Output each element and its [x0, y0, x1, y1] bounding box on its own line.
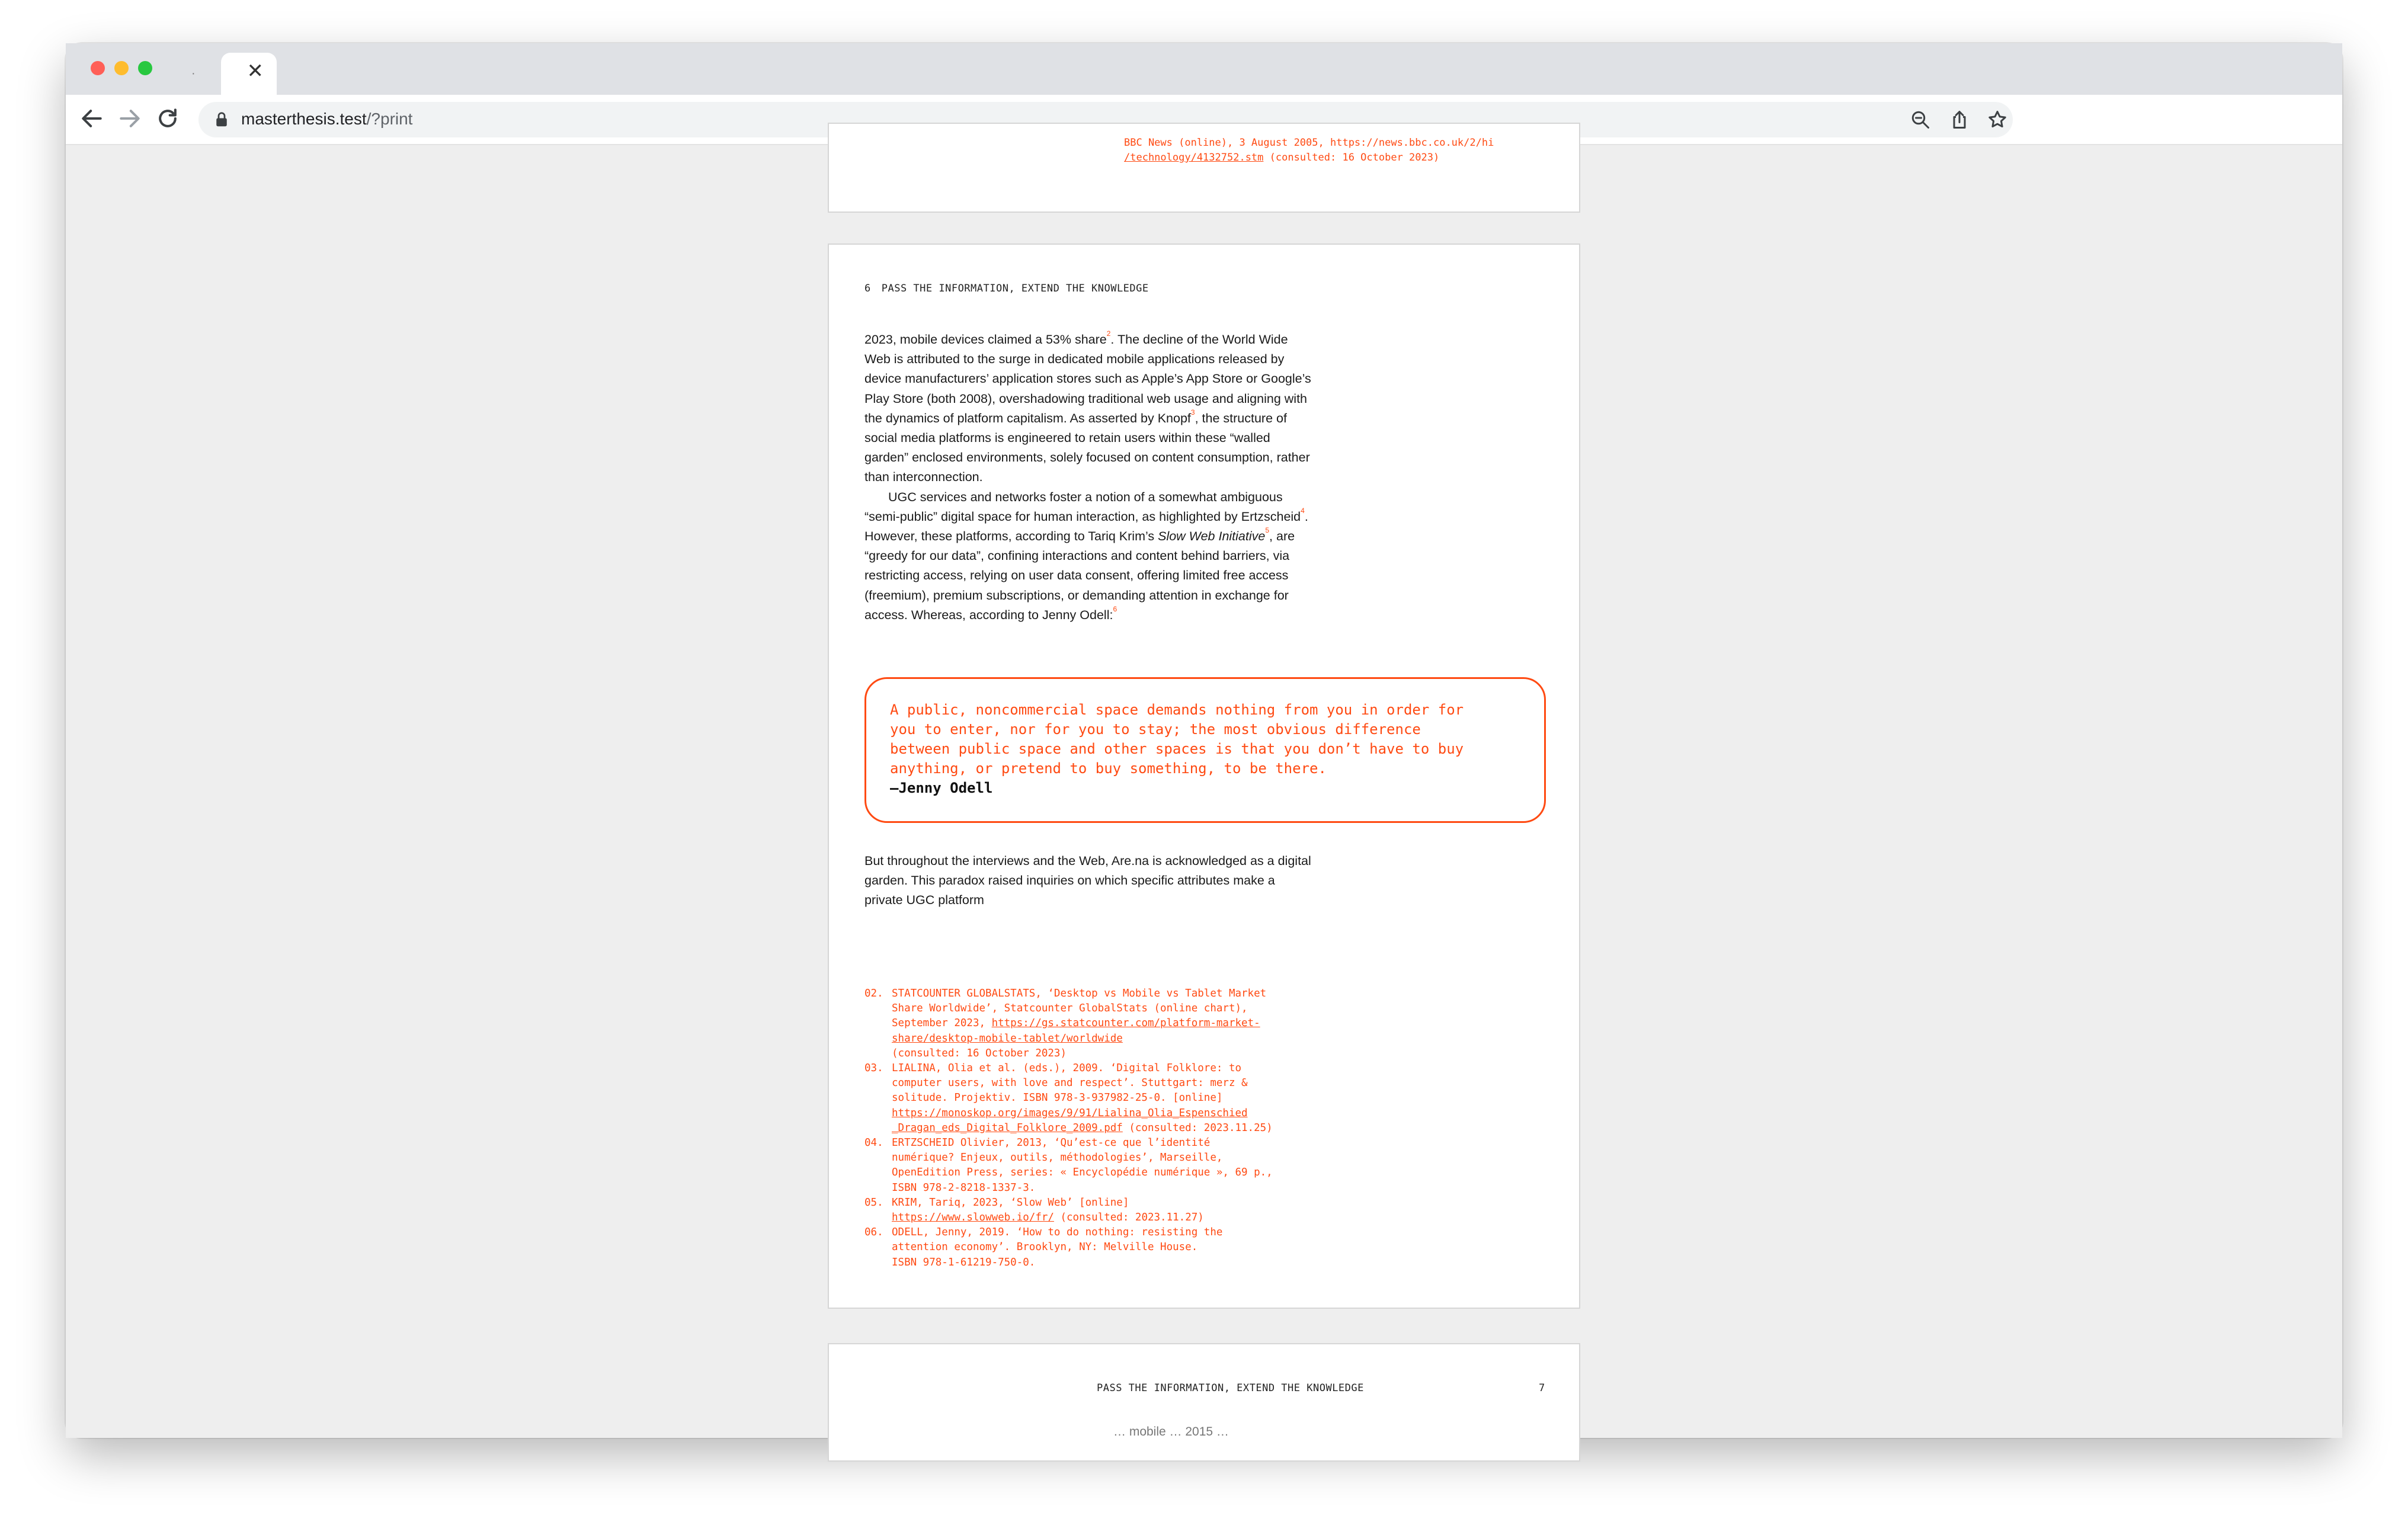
text: UGC services and networks foster a notion of a somewhat ambiguous “semi-public” digital space for human interaction, as highlighted by Ertzscheid: [864, 489, 1301, 524]
footnote-item: [864, 1136, 1398, 1196]
url-host: masterthesis.test: [241, 110, 367, 128]
back-arrow-icon[interactable]: [79, 105, 105, 132]
footnote-line: [892, 1016, 1266, 1031]
footnote-link[interactable]: https://monoskop.org/images/9/91/Lialina_Olia_Espenschied: [892, 1107, 1248, 1119]
emphasis: Slow Web Initiative: [1158, 529, 1266, 544]
next-page: [828, 1343, 1580, 1462]
inactive-tab[interactable]: ·: [191, 67, 196, 80]
quote-attribution: —Jenny Odell: [890, 780, 993, 796]
block-quote: [864, 677, 1546, 823]
page-number: 7: [1539, 1382, 1545, 1394]
reference-link[interactable]: /technology/4132752.stm: [1124, 152, 1264, 164]
body-text-continued: But throughout the interviews and the Web, Are.na is acknowledged as a digital garden. This paradox raised inquiries on which specific attributes make a private UGC platform: [864, 854, 1311, 908]
footnote-marker[interactable]: 5: [1265, 526, 1270, 535]
bookmark-star-icon[interactable]: [1987, 109, 2008, 130]
text: . However, these platforms, according to Tariq Krim’s: [864, 509, 1308, 544]
body-text: [864, 330, 1315, 625]
footnote-marker[interactable]: 4: [1301, 506, 1305, 515]
close-window-button[interactable]: [91, 61, 105, 75]
maximize-window-button[interactable]: [138, 61, 152, 75]
footnote-marker[interactable]: 2: [1106, 329, 1111, 338]
running-head: [864, 283, 1149, 294]
close-icon[interactable]: ✕: [246, 60, 264, 82]
footnote-number: 05.: [864, 1196, 883, 1209]
page-number: 6: [864, 283, 871, 294]
footnote-link[interactable]: _Dragan_eds_Digital_Folklore_2009.pdf: [892, 1122, 1123, 1134]
footnote-number: 02.: [864, 988, 883, 999]
footnote-number: 04.: [864, 1137, 883, 1149]
zoom-icon[interactable]: [1910, 109, 1931, 130]
browser-window: [66, 43, 2342, 1438]
running-head-title: PASS THE INFORMATION, EXTEND THE KNOWLEDGE: [881, 283, 1149, 294]
reload-icon[interactable]: [155, 105, 181, 132]
forward-arrow-icon[interactable]: [117, 105, 143, 132]
previous-page-reference: [1124, 136, 1494, 165]
footnote-line: attention economy’. Brooklyn, NY: Melville House.: [892, 1241, 1198, 1254]
footnote-item: [864, 986, 1398, 1061]
footnote-text: [892, 986, 1266, 1061]
cut-off-text: … mobile … 2015 …: [1113, 1425, 1229, 1439]
minimize-window-button[interactable]: [114, 61, 129, 75]
reference-line: BBC News (online), 3 August 2005, https://news.bbc.co.uk/2/hi: [1124, 137, 1494, 149]
footnote-line: solitude. Projektiv. ISBN 978-3-937982-25-0. [online]: [892, 1092, 1223, 1104]
lock-icon[interactable]: [213, 111, 230, 129]
footnote-line: Share Worldwide’, Statcounter GlobalStats (online chart),: [892, 1002, 1248, 1015]
url-text[interactable]: [241, 110, 412, 129]
footnote-link[interactable]: https://www.slowweb.io/fr/: [892, 1212, 1054, 1224]
footnote-line: [892, 1210, 1204, 1225]
reference-line: [1124, 150, 1494, 165]
paragraph: [864, 330, 1315, 488]
footnote-consulted: (consulted: 2023.11.27): [1054, 1212, 1204, 1224]
footnote-line: (consulted: 16 October 2023): [892, 1047, 1067, 1059]
text: , are “greedy for our data”, confining interactions and content behind barriers, via restricting access, relying on user data consent, offering limited free access (freemium), premium subscriptions, or demanding attention in exchange for access. Whereas, according to Jenny Odell:: [864, 529, 1295, 622]
previous-page: [828, 123, 1580, 213]
current-page: [828, 244, 1580, 1309]
footnote-line: computer users, with love and respect’. Stuttgart: merz &: [892, 1077, 1248, 1090]
text: . The decline of the World Wide Web is attributed to the surge in dedicated mobile applications released by device manufacturers’ application stores such as Apple’s App Store or Google’s Play Store (both 2008), overshadowing traditional web usage and aligning with the dynamics of platform capitalism. As asserted by Knopf: [864, 332, 1311, 425]
footnote-item: [864, 1196, 1398, 1225]
footnote-line: STATCOUNTER GLOBALSTATS, ‘Desktop vs Mobile vs Tablet Market: [892, 988, 1267, 999]
footnote-line: ODELL, Jenny, 2019. ‘How to do nothing: resisting the: [892, 1226, 1223, 1239]
footnote-line: ISBN 978-1-61219-750-0.: [892, 1256, 1036, 1268]
footnotes: [864, 986, 1398, 1270]
active-tab[interactable]: [221, 53, 277, 95]
footnote-number: 06.: [864, 1226, 883, 1239]
footnote-line: KRIM, Tariq, 2023, ‘Slow Web’ [online]: [892, 1196, 1129, 1209]
footnote-number: 03.: [864, 1062, 883, 1075]
footnote-text: [892, 1136, 1273, 1196]
footnote-text: [892, 1061, 1273, 1136]
tab-strip: [66, 43, 2342, 95]
quote-text: A public, noncommercial space demands nothing from you in order for you to enter, nor for you to stay; the most obvious difference between public space and other spaces is that you don’t have to buy anything, or pretend to buy something, to be there.: [890, 701, 1464, 777]
footnote-text: September 2023,: [892, 1017, 992, 1030]
text: 2023, mobile devices claimed a 53% share: [864, 332, 1107, 347]
footnote-line: numérique? Enjeux, outils, méthodologies’, Marseille,: [892, 1152, 1223, 1164]
reference-consulted: (consulted: 16 October 2023): [1263, 152, 1440, 164]
footnote-line: ISBN 978-2-8218-1337-3.: [892, 1181, 1036, 1194]
paragraph: [864, 488, 1315, 625]
footnote-text: [892, 1196, 1204, 1225]
footnote-link[interactable]: share/desktop-mobile-tablet/worldwide: [892, 1032, 1123, 1045]
footnote-marker[interactable]: 3: [1190, 408, 1195, 417]
share-icon[interactable]: [1949, 109, 1970, 130]
footnote-line: LIALINA, Olia et al. (eds.), 2009. ‘Digital Folklore: to: [892, 1062, 1242, 1075]
page-viewport[interactable]: [66, 137, 2342, 1439]
footnote-line: ERTZSCHEID Olivier, 2013, ‘Qu’est-ce que l’identité: [892, 1137, 1211, 1149]
footnote-marker[interactable]: 6: [1113, 604, 1117, 613]
footnote-line: OpenEdition Press, series: « Encyclopédie numérique », 69 p.,: [892, 1167, 1273, 1179]
footnote-item: [864, 1225, 1398, 1270]
url-path: /?print: [366, 110, 413, 128]
footnote-item: [864, 1061, 1398, 1136]
footnote-text: [892, 1225, 1222, 1270]
footnote-link[interactable]: https://gs.statcounter.com/platform-market-: [991, 1017, 1260, 1030]
text: , the structure of social media platforms is engineered to retain users within these “walled garden” enclosed environments, solely focused on content consumption, rather than interconnection.: [864, 411, 1310, 485]
running-head: PASS THE INFORMATION, EXTEND THE KNOWLEDGE: [1097, 1382, 1364, 1394]
footnote-line: [892, 1121, 1273, 1136]
footnote-consulted: (consulted: 2023.11.25): [1122, 1122, 1273, 1134]
